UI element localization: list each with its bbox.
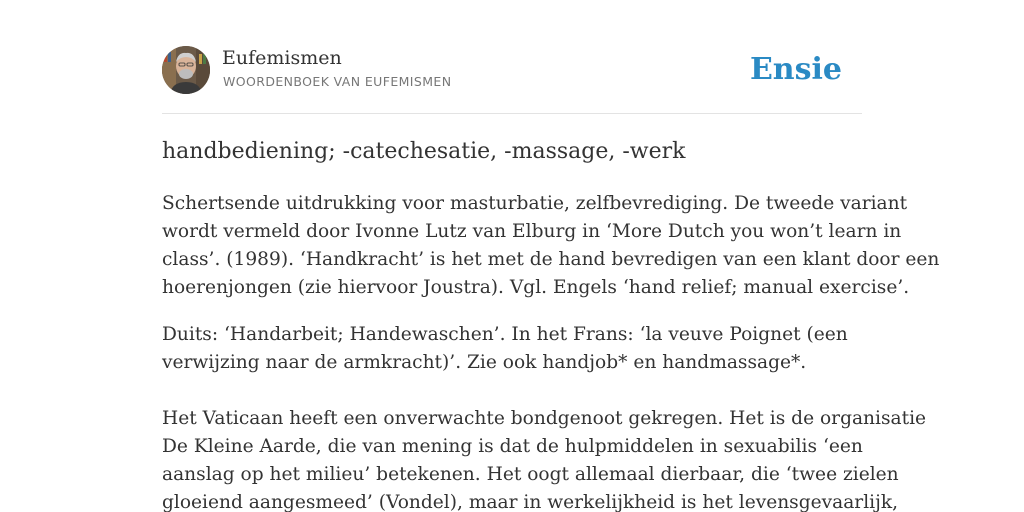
author-avatar[interactable] xyxy=(162,46,210,94)
body-line: Duits: ‘Handarbeit; Handewaschen’. In het Frans: ‘la veuve Poignet (een xyxy=(162,324,848,345)
paragraph-spacer xyxy=(162,302,862,321)
header xyxy=(162,46,862,96)
body-line: De Kleine Aarde, die van mening is dat de hulpmiddelen in sexuabilis ‘een xyxy=(162,436,863,457)
body-line: Schertsende uitdrukking voor masturbatie, zelfbevrediging. De tweede variant xyxy=(162,193,908,214)
paragraph-definition xyxy=(162,190,940,302)
entry-body xyxy=(162,190,940,512)
body-line: verwijzing naar de armkracht)’. Zie ook handjob* en handmassage*. xyxy=(162,352,807,373)
entry-title: handbediening; -catechesatie, -massage, -werk xyxy=(162,139,686,164)
paragraph-quote xyxy=(162,405,927,512)
brand-logo[interactable]: Ensie xyxy=(749,52,842,87)
body-line: class’. (1989). ‘Handkracht’ is het met de hand bevredigen van een klant door een xyxy=(162,249,940,270)
header-divider xyxy=(162,113,862,114)
body-line: hoerenjongen (zie hiervoor Joustra). Vgl. Engels ‘hand relief; manual exercise’. xyxy=(162,277,910,298)
author-subtitle[interactable]: WOORDENBOEK VAN EUFEMISMEN xyxy=(223,74,452,89)
person-portrait-icon xyxy=(162,46,210,94)
paragraph-spacer xyxy=(162,377,862,405)
body-line: Het Vaticaan heeft een onverwachte bondgenoot gekregen. Het is de organisatie xyxy=(162,408,927,429)
body-line: gloeiend aangesmeed’ (Vondel), maar in werkelijkheid is het levensgevaarlijk, xyxy=(162,492,899,512)
body-line: wordt vermeld door Ivonne Lutz van Elburg in ‘More Dutch you won’t learn in xyxy=(162,221,902,242)
author-name[interactable]: Eufemismen xyxy=(222,47,342,69)
body-line: aanslag op het milieu’ betekenen. Het oogt allemaal dierbaar, die ‘twee zielen xyxy=(162,464,899,485)
paragraph-translations xyxy=(162,321,862,377)
